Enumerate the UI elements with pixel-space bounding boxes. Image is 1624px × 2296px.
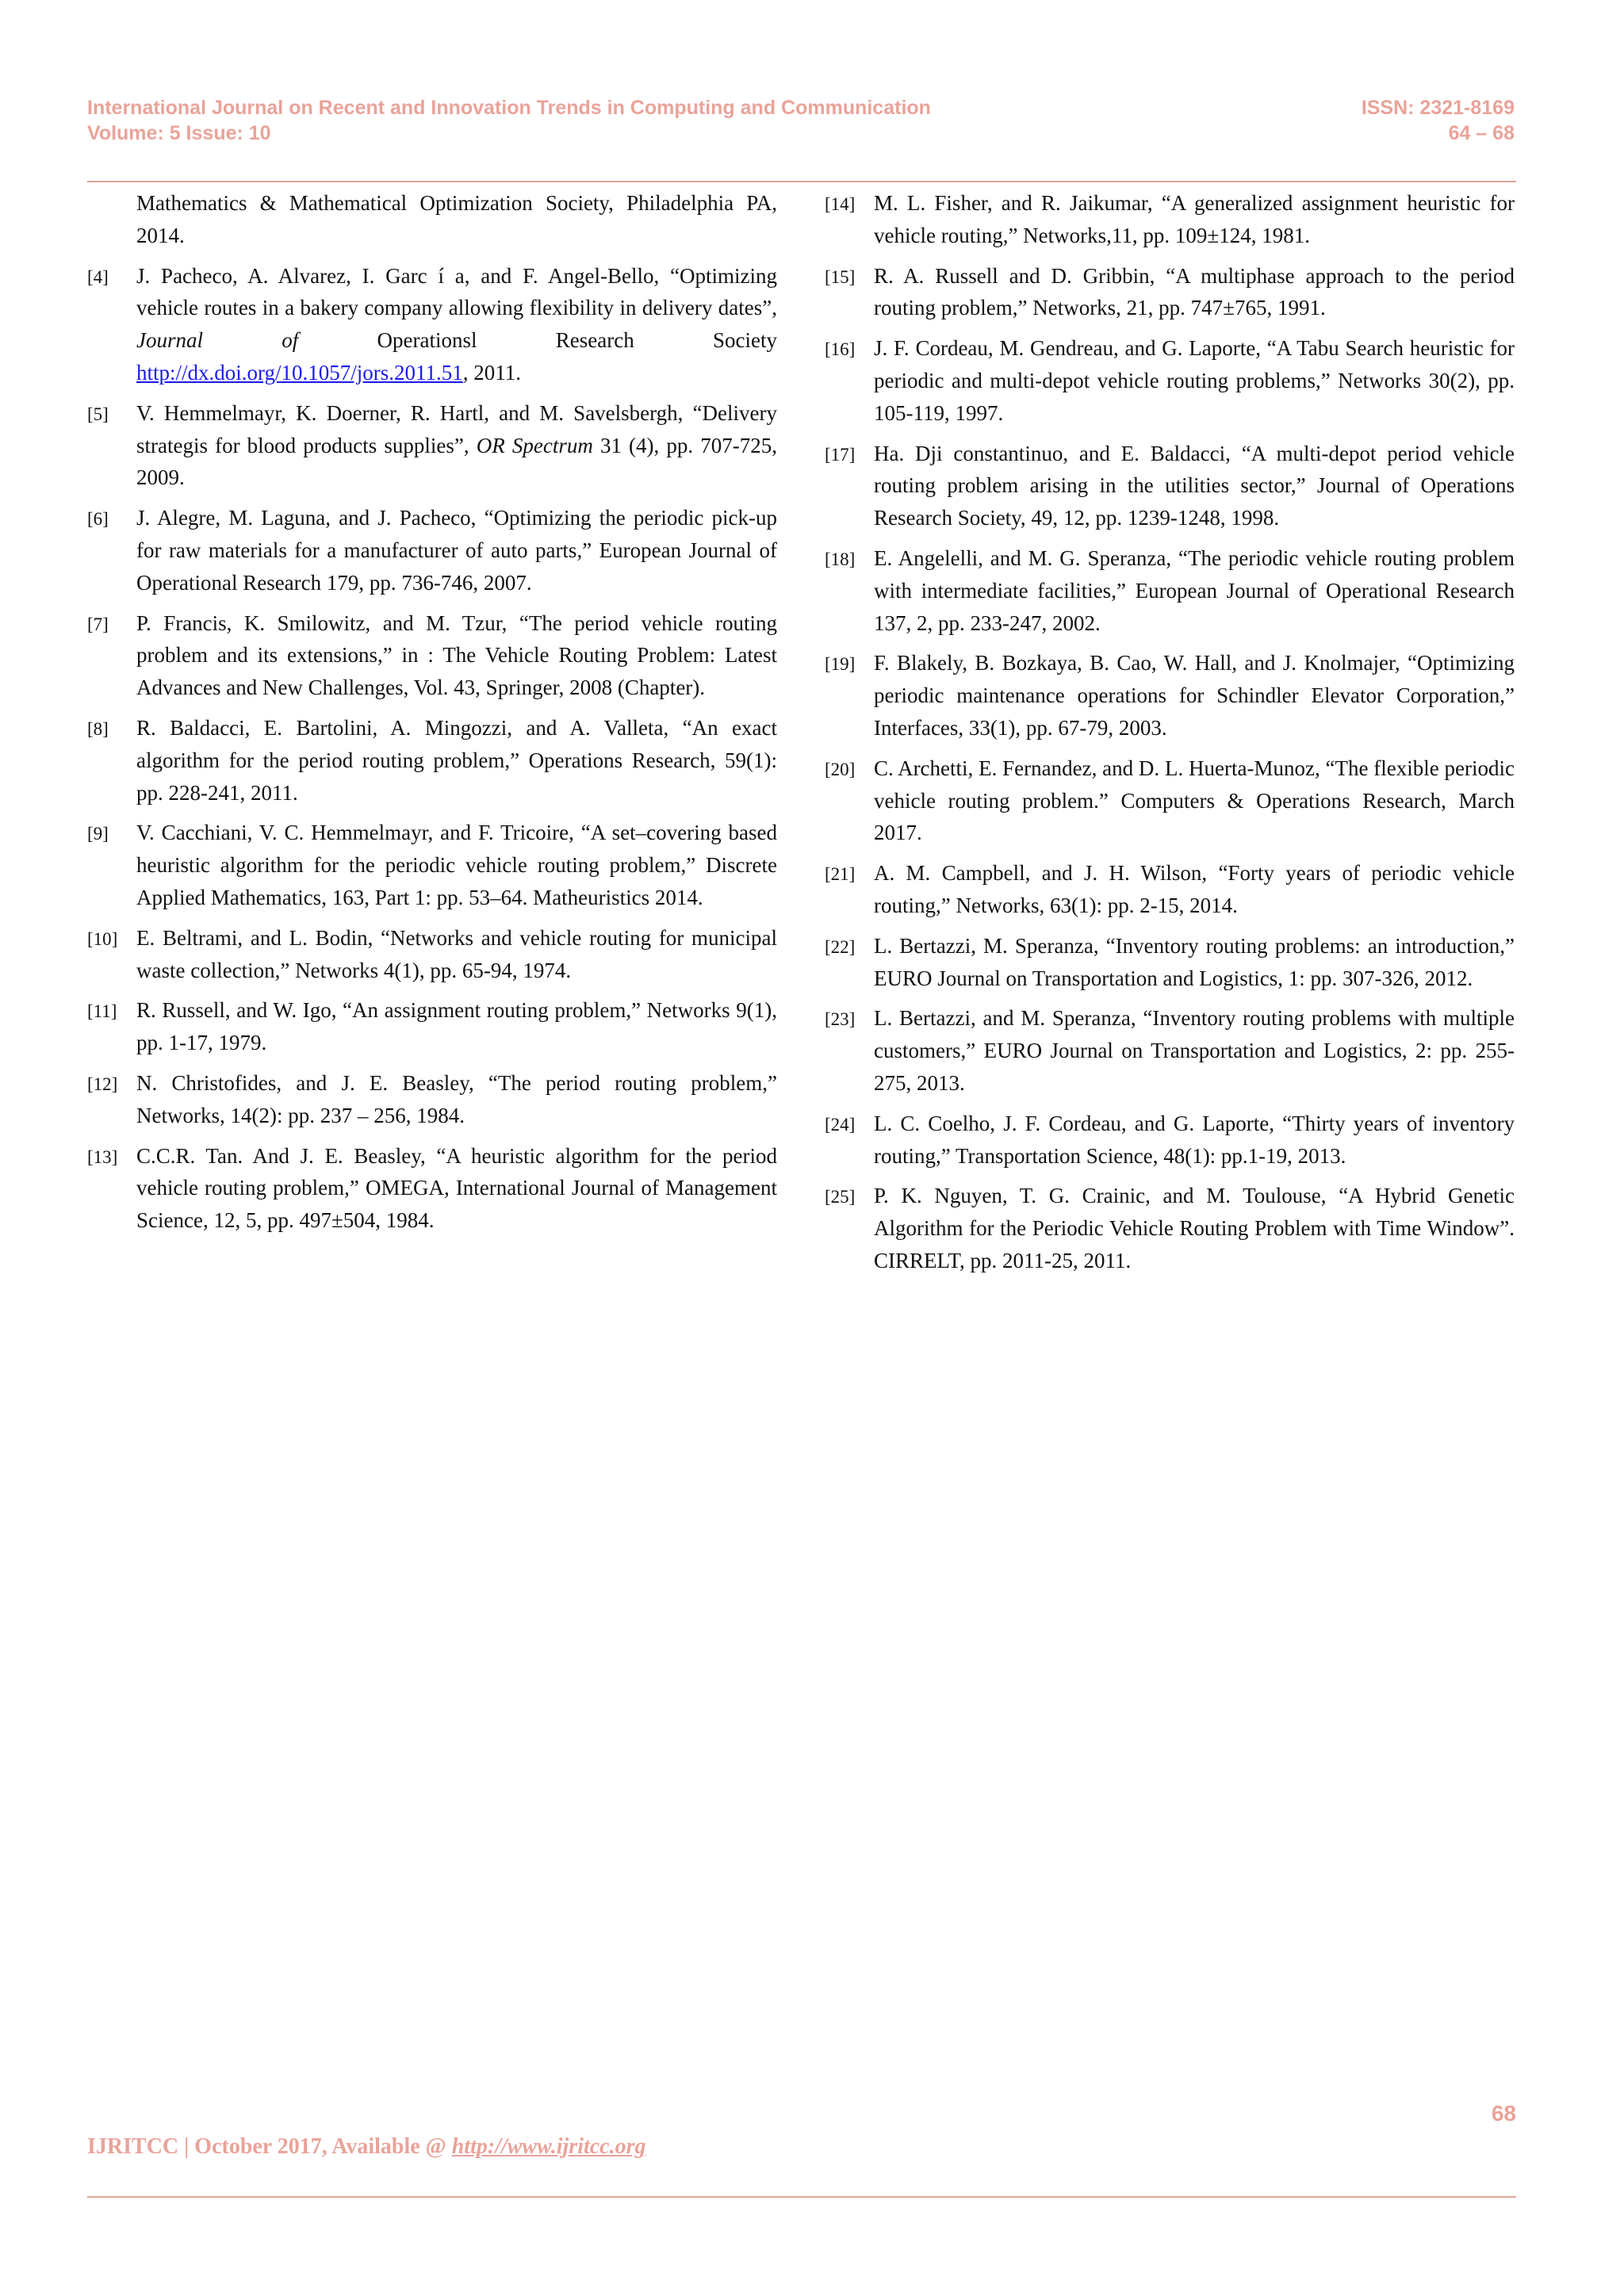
footer bbox=[87, 2134, 646, 2160]
reference-text: F. Blakely, B. Bozkaya, B. Cao, W. Hall, and J. Knolmajer, “Optimizing periodic maintenance operations for Schindler Elevator Corporation,” Interfaces, 33(1), pp. 67-79, 2003. bbox=[874, 651, 1515, 740]
reference-text: C. Archetti, E. Fernandez, and D. L. Huerta-Munoz, “The flexible periodic vehicle routing problem.” Computers & Operations Research, March 2017. bbox=[874, 756, 1515, 845]
reference-text: L. Bertazzi, and M. Speranza, “Inventory routing problems with multiple customers,” EURO Journal on Transportation and Logistics, 2: pp. 255-275, 2013. bbox=[874, 1006, 1515, 1095]
reference-number: [5] bbox=[87, 404, 109, 424]
reference-text: L. C. Coelho, J. F. Cordeau, and G. Laporte, “Thirty years of inventory routing,” Transportation Science, 48(1): pp.1-19, 2013. bbox=[874, 1111, 1515, 1168]
reference-number: [10] bbox=[87, 928, 118, 949]
reference-item bbox=[825, 260, 1515, 325]
reference-text: P. K. Nguyen, T. G. Crainic, and M. Toulouse, “A Hybrid Genetic Algorithm for the Periodic Vehicle Routing Problem with Time Window”. CIRRELT, pp. 2011-25, 2011. bbox=[874, 1184, 1515, 1272]
reference-item bbox=[825, 1108, 1515, 1173]
reference-text: P. Francis, K. Smilowitz, and M. Tzur, “The period vehicle routing problem and its extensions,” in : The Vehicle Routing Problem: Latest Advances and New Challenges, Vol. 43, Springer, 2008 (Chapter). bbox=[136, 610, 777, 700]
reference-item bbox=[825, 930, 1515, 995]
reference-item bbox=[87, 260, 777, 389]
footer-text: IJRITCC | October 2017, Available @ bbox=[87, 2134, 452, 2159]
reference-item bbox=[87, 1067, 777, 1132]
page-range: 64 – 68 bbox=[1448, 122, 1515, 144]
reference-number: [15] bbox=[825, 266, 856, 287]
reference-number: [7] bbox=[87, 614, 109, 634]
reference-item bbox=[825, 752, 1515, 849]
reference-number: [23] bbox=[825, 1009, 856, 1030]
reference-item bbox=[825, 438, 1515, 534]
reference-text: R. Russell, and W. Igo, “An assignment routing problem,” Networks 9(1), pp. 1-17, 1979. bbox=[136, 998, 777, 1055]
reference-text: E. Angelelli, and M. G. Speranza, “The periodic vehicle routing problem with intermediate facilities,” European Journal of Operational Research 137, 2, pp. 233-247, 2002. bbox=[874, 545, 1515, 635]
reference-number: [20] bbox=[825, 759, 856, 779]
reference-number: [24] bbox=[825, 1114, 856, 1135]
reference-text: N. Christofides, and J. E. Beasley, “The period routing problem,” Networks, 14(2): pp. 237 – 256, 1984. bbox=[136, 1070, 777, 1127]
reference-item bbox=[87, 994, 777, 1059]
reference-item bbox=[87, 502, 777, 599]
reference-number: [19] bbox=[825, 654, 856, 675]
reference-text: V. Cacchiani, V. C. Hemmelmayr, and F. Tricoire, “A set–covering based heuristic algorithm for the periodic vehicle routing problem,” Discrete Applied Mathematics, 163, Part 1: pp. 53–64. Matheuristics 2014. bbox=[136, 821, 777, 909]
reference-item bbox=[87, 922, 777, 987]
reference-text: M. L. Fisher, and R. Jaikumar, “A generalized assignment heuristic for vehicle routing,” Networks,11, pp. 109±124, 1981. bbox=[874, 191, 1515, 247]
reference-number: [9] bbox=[87, 824, 109, 844]
reference-text: L. Bertazzi, M. Speranza, “Inventory routing problems: an introduction,” EURO Journal on Transportation and Logistics, 1: pp. 307-326, 2012. bbox=[874, 933, 1515, 990]
reference-text: V. Hemmelmayr, K. Doerner, R. Hartl, and M. Savelsbergh, “Delivery strategis for blood products supplies”, OR Spectrum 31 (4), pp. 707-725, 2009. bbox=[136, 400, 777, 490]
footer-link[interactable]: http://www.ijritcc.org bbox=[451, 2134, 646, 2159]
footer-rule bbox=[87, 2196, 1516, 2198]
reference-item bbox=[825, 187, 1515, 252]
reference-number: [14] bbox=[825, 194, 856, 214]
reference-number: [25] bbox=[825, 1187, 856, 1207]
reference-item bbox=[87, 397, 777, 494]
doi-link[interactable]: http://dx.doi.org/10.1057/jors.2011.51 bbox=[136, 360, 463, 385]
reference-number: [8] bbox=[87, 718, 109, 739]
issn: ISSN: 2321-8169 bbox=[1361, 97, 1515, 119]
reference-item bbox=[825, 332, 1515, 429]
reference-number: [6] bbox=[87, 509, 109, 530]
running-header bbox=[87, 95, 1515, 159]
reference-number: [11] bbox=[87, 1001, 117, 1022]
reference-item bbox=[87, 607, 777, 704]
references-right-column bbox=[825, 187, 1515, 1285]
reference-text: A. M. Campbell, and J. H. Wilson, “Forty years of periodic vehicle routing,” Networks, 63(1): pp. 2-15, 2014. bbox=[874, 861, 1515, 917]
reference-number: [18] bbox=[825, 549, 856, 569]
reference-text: J. Pacheco, A. Alvarez, I. Garc í a, and F. Angel-Bello, “Optimizing vehicle routes in a bakery company allowing flexibility in delivery dates”, Journal of Operationsl Research Society http://dx.doi.org/10.1057/jors.2011.51, 2011. bbox=[136, 263, 778, 385]
header-right bbox=[1362, 95, 1515, 146]
reference-number: [17] bbox=[825, 444, 856, 465]
reference-text: Mathematics & Mathematical Optimization Society, Philadelphia PA, 2014. bbox=[136, 191, 777, 247]
reference-text: E. Beltrami, and L. Bodin, “Networks and vehicle routing for municipal waste collection,” Networks 4(1), pp. 65-94, 1974. bbox=[136, 925, 777, 982]
reference-number: [12] bbox=[87, 1073, 118, 1094]
reference-text: C.C.R. Tan. And J. E. Beasley, “A heuristic algorithm for the period vehicle routing problem,” OMEGA, International Journal of Management Science, 12, 5, pp. 497±504, 1984. bbox=[136, 1143, 777, 1233]
header-rule bbox=[87, 181, 1516, 182]
reference-item bbox=[87, 187, 777, 252]
reference-number: [16] bbox=[825, 339, 856, 360]
volume-issue: Volume: 5 Issue: 10 bbox=[87, 122, 271, 144]
reference-item bbox=[87, 712, 777, 809]
reference-text: J. F. Cordeau, M. Gendreau, and G. Laporte, “A Tabu Search heuristic for periodic and multi-depot vehicle routing problems,” Networks 30(2), pp. 105-119, 1997. bbox=[874, 336, 1515, 425]
reference-text: R. A. Russell and D. Gribbin, “A multiphase approach to the period routing problem,” Networks, 21, pp. 747±765, 1991. bbox=[874, 263, 1515, 320]
reference-number: [4] bbox=[87, 266, 109, 287]
reference-item bbox=[825, 542, 1515, 639]
reference-number: [21] bbox=[825, 864, 856, 885]
journal-title: International Journal on Recent and Innovation Trends in Computing and Communication bbox=[87, 97, 931, 119]
reference-item bbox=[825, 857, 1515, 922]
reference-item bbox=[825, 1002, 1515, 1099]
reference-text: R. Baldacci, E. Bartolini, A. Mingozzi, and A. Valleta, “An exact algorithm for the period routing problem,” Operations Research, 59(1): pp. 228-241, 2011. bbox=[136, 715, 777, 805]
reference-number: [22] bbox=[825, 936, 856, 957]
reference-text: Ha. Dji constantinuo, and E. Baldacci, “A multi-depot period vehicle routing problem arising in the utilities sector,” Journal of Operations Research Society, 49, 12, pp. 1239-1248, 1998. bbox=[874, 441, 1515, 530]
reference-item bbox=[87, 817, 777, 913]
references-left-column bbox=[87, 187, 777, 1245]
reference-text: J. Alegre, M. Laguna, and J. Pacheco, “Optimizing the periodic pick-up for raw materials for a manufacturer of auto parts,” European Journal of Operational Research 179, pp. 736-746, 2007. bbox=[136, 506, 777, 595]
page-number: 68 bbox=[1491, 2101, 1516, 2126]
reference-item bbox=[87, 1140, 777, 1237]
reference-item bbox=[825, 647, 1515, 744]
reference-item bbox=[825, 1180, 1515, 1276]
reference-number: [13] bbox=[87, 1146, 118, 1167]
header-left bbox=[87, 95, 931, 146]
